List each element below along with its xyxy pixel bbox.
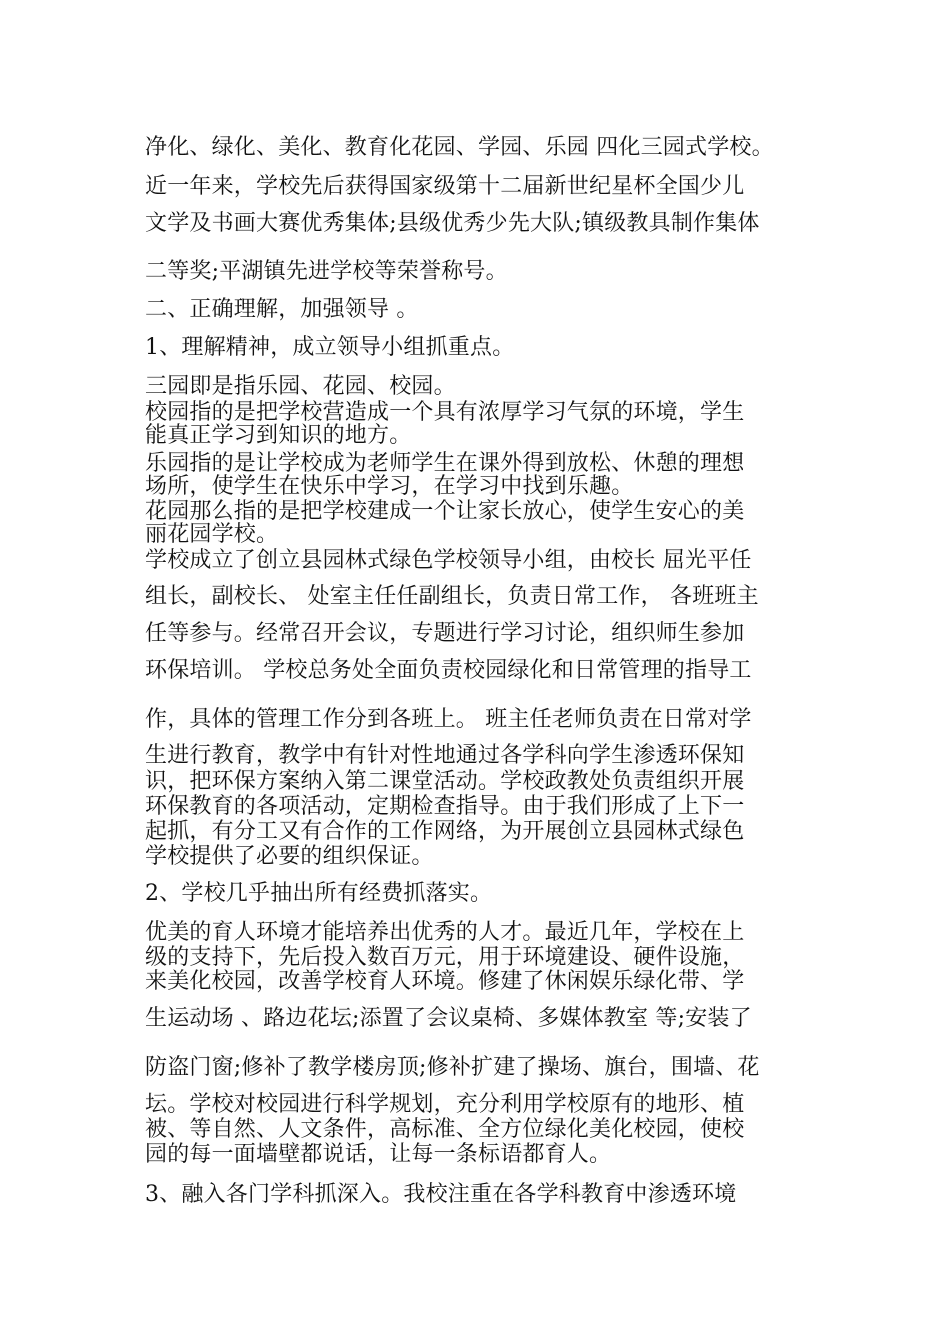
text-line: 文学及书画大赛优秀集体;县级优秀少先大队;镇级教具制作集体 [145,211,760,236]
text-line: 防盗门窗;修补了教学楼房顶;修补扩建了操场、旗台，围墙、花 [145,1055,760,1080]
text-line: 环保培训。 学校总务处全面负责校园绿化和日常管理的指导工 [145,658,752,683]
text-line: 场所，使学生在快乐中学习，在学习中找到乐趣。 [145,474,634,499]
text-line: 生进行教育，教学中有针对性地通过各学科向学生渗透环保知 [145,743,745,768]
text-line: 任等参与。经常召开会议，专题进行学习讨论，组织师生参加 [145,621,745,646]
text-line: 丽花园学校。 [145,522,279,547]
text-line: 学校提供了必要的组织保证。 [145,844,434,869]
text-line: 被、等自然、人文条件，高标准、全方位绿化美化校园，使校 [145,1117,745,1142]
text-line: 作，具体的管理工作分到各班上。 班主任老师负责在日常对学 [145,707,752,732]
section-heading: 二、正确理解，加强领导 。 [145,297,419,322]
text-line: 识，把环保方案纳入第二课堂活动。学校政教处负责组织开展 [145,769,745,794]
text-line: 学校成立了创立县园林式绿色学校领导小组，由校长 屈光平任 [145,548,752,573]
text-line: 生运动场 、路边花坛;添置了会议桌椅、多媒体教室 等;安装了 [145,1006,752,1031]
subsection-heading: 2、学校几乎抽出所有经费抓落实。 [145,881,493,906]
text-line: 级的支持下，先后投入数百万元，用于环境建设、硬件设施， [145,945,745,970]
text-line: 校园指的是把学校营造成一个具有浓厚学习气氛的环境，学生 [145,400,745,425]
text-line: 净化、绿化、美化、教育化花园、学园、乐园 四化三园式学校。 [145,135,774,160]
text-line: 三园即是指乐园、花园、校园。 [145,374,456,399]
text-line: 花园那么指的是把学校建成一个让家长放心，使学生安心的美 [145,499,745,524]
text-line: 近一年来，学校先后获得国家级第十二届新世纪星杯全国少儿 [145,174,745,199]
subsection-heading: 3、融入各门学科抓深入。我校注重在各学科教育中渗透环境 [145,1182,737,1207]
text-line: 二等奖;平湖镇先进学校等荣誉称号。 [145,259,508,284]
subsection-heading: 1、理解精神，成立领导小组抓重点。 [145,335,515,360]
text-line: 优美的育人环境才能培养出优秀的人才。最近几年，学校在上 [145,920,745,945]
text-line: 能真正学习到知识的地方。 [145,423,412,448]
text-line: 园的每一面墙壁都说话，让每一条标语都育人。 [145,1142,612,1167]
text-line: 来美化校园，改善学校育人环境。修建了休闲娱乐绿化带、学 [145,969,745,994]
text-line: 环保教育的各项活动，定期检查指导。由于我们形成了上下一 [145,794,745,819]
text-line: 坛。学校对校园进行科学规划，充分利用学校原有的地形、植 [145,1092,745,1117]
text-line: 起抓，有分工又有合作的工作网络，为开展创立县园林式绿色 [145,819,745,844]
text-line: 组长，副校长、 处室主任任副组长，负责日常工作， 各班班主 [145,584,759,609]
text-line: 乐园指的是让学校成为老师学生在课外得到放松、休憩的理想 [145,451,745,476]
